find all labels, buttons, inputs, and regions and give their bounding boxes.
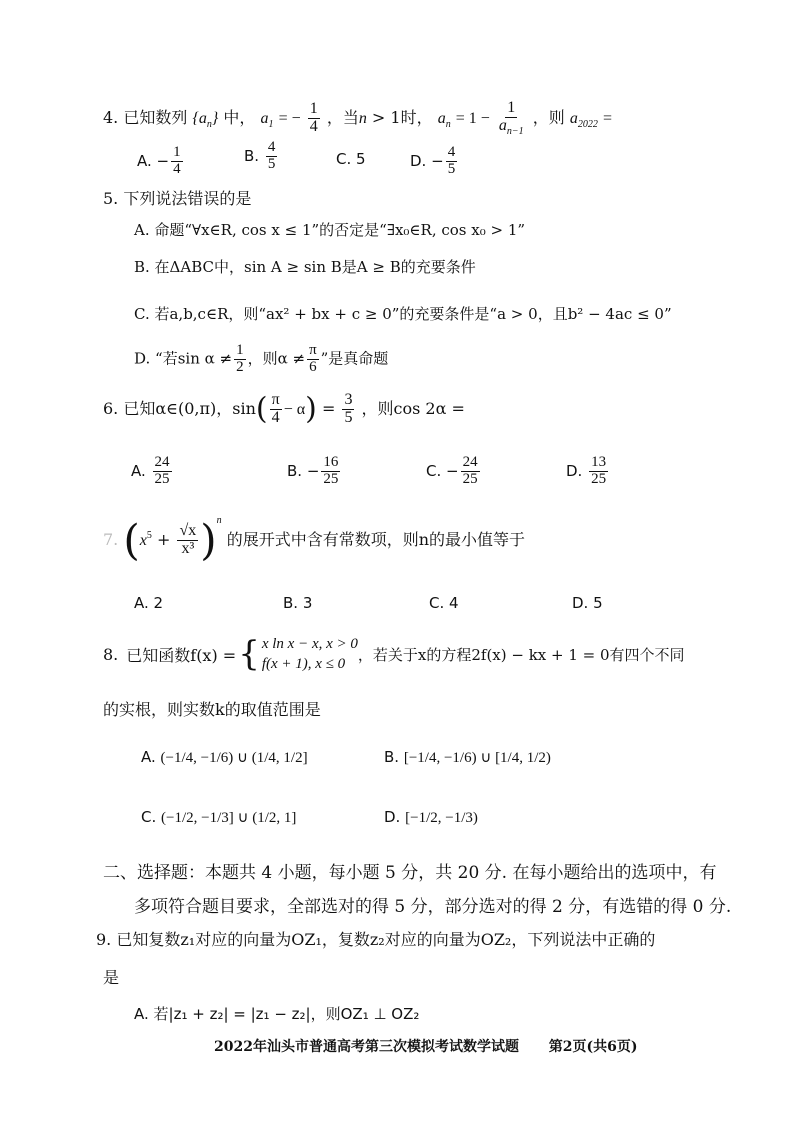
footer-page-number: 第2页(共6页) bbox=[548, 1039, 638, 1055]
q8-stem: 8. 已知函数f(x) = { x ln x − x, x > 0 f(x + 1), x ≤ 0 ，若关于x的方程2f(x) − kx + 1 = 0有四个不同 bbox=[103, 634, 685, 675]
q7-option-a[interactable]: A. 2 bbox=[134, 594, 164, 612]
q4-number: 4. bbox=[103, 108, 119, 128]
q6-option-d[interactable]: D. $\frac{13}{25}$ bbox=[566, 454, 607, 487]
q5-option-b[interactable]: B. 在ΔABC中，sin A ≥ sin B是A ≥ B的充要条件 bbox=[134, 258, 476, 276]
q5-stem: 5. 下列说法错误的是 bbox=[103, 189, 252, 208]
q4-option-c[interactable]: C. 5 bbox=[336, 150, 366, 168]
q8-case-2: f(x + 1), x ≤ 0 bbox=[261, 656, 346, 673]
q7-option-c[interactable]: C. 4 bbox=[429, 594, 459, 612]
q8-case-1: x ln x − x, x > 0 bbox=[261, 636, 358, 652]
q7-option-d[interactable]: D. 5 bbox=[572, 594, 603, 612]
q8-option-d[interactable]: D. [−1/2, −1/3) bbox=[384, 808, 478, 826]
q7-stem: 7. ($x^5$ + $\frac{√x}{\text{x³}}$ )$^n$ 的展开式中含有常数项，则n的最小值等于 bbox=[103, 515, 526, 565]
q6-stem: 6. 已知α∈(0,π)，sin( $\frac{\pi}{4}$ − α) = $\frac{3}{5}$ ，则cos 2α = bbox=[103, 391, 465, 427]
q4-stem: 4. 已知数列 $\{a_n\}$ 中， $a_1$ = − $\frac{1}{4}$ ，当n > 1时， $a_n = 1$ − $\frac{1}{a_{n-1}}$ ，则 $a_{2022}$ = bbox=[103, 99, 612, 137]
q4-option-d[interactable]: D. − $\frac{4}{5}$ bbox=[410, 144, 456, 177]
q8-option-a[interactable]: A. (−1/4, −1/6) ∪ (1/4, 1/2] bbox=[141, 748, 308, 766]
q6-option-b[interactable]: B. − $\frac{16}{25}$ bbox=[287, 454, 339, 487]
q7-option-b[interactable]: B. 3 bbox=[283, 594, 313, 612]
q4-a1-fraction: $\frac{1}{4}$ bbox=[309, 100, 318, 136]
q5-option-d[interactable]: D. “若sin α ≠ $\frac{1}{2}$ ，则α ≠ $\frac{\pi}{6}$ ”是真命题 bbox=[134, 342, 389, 375]
q9-stem: 9. 已知复数z₁对应的向量为OZ₁，复数z₂对应的向量为OZ₂，下列说法中正确的 bbox=[96, 930, 656, 949]
q6-option-a[interactable]: A. $\frac{24}{25}$ bbox=[131, 454, 170, 487]
q9-stem-line2: 是 bbox=[103, 968, 120, 987]
page-footer bbox=[214, 1036, 637, 1056]
q8-option-c[interactable]: C. (−1/2, −1/3] ∪ (1/2, 1] bbox=[141, 808, 297, 826]
q4-recurrence-fraction: $\frac{1}{a_{n-1}}$ bbox=[498, 99, 524, 137]
section-2-instructions-line1: 二、选择题：本题共 4 小题，每小题 5 分，共 20 分. 在每小题给出的选项中，有 bbox=[103, 863, 717, 883]
section-2-instructions-line2: 多项符合题目要求，全部选对的得 5 分，部分选对的得 2 分，有选错的得 0 分. bbox=[134, 897, 732, 917]
q4-option-a[interactable]: A. − $\frac{1}{4}$ bbox=[137, 144, 181, 177]
q9-option-a[interactable]: A. 若|z₁ + z₂| = |z₁ − z₂|，则OZ₁ ⊥ OZ₂ bbox=[134, 1005, 420, 1023]
q5-option-a[interactable]: A. 命题“∀x∈R, cos x ≤ 1”的否定是“∃x₀∈R, cos x₀ > 1” bbox=[134, 221, 526, 239]
q8-stem-line2: 的实根，则实数k的取值范围是 bbox=[103, 700, 321, 719]
q5-option-c[interactable]: C. 若a,b,c∈R，则“ax² + bx + c ≥ 0”的充要条件是“a > 0，且b² − 4ac ≤ 0” bbox=[134, 305, 672, 323]
q4-option-b[interactable]: B. $\frac{4}{5}$ bbox=[244, 139, 276, 172]
footer-title: 2022年汕头市普通高考第三次模拟考试数学试题 bbox=[214, 1039, 519, 1055]
q8-option-b[interactable]: B. [−1/4, −1/6) ∪ [1/4, 1/2) bbox=[384, 748, 551, 766]
q6-option-c[interactable]: C. − $\frac{24}{25}$ bbox=[426, 454, 478, 487]
